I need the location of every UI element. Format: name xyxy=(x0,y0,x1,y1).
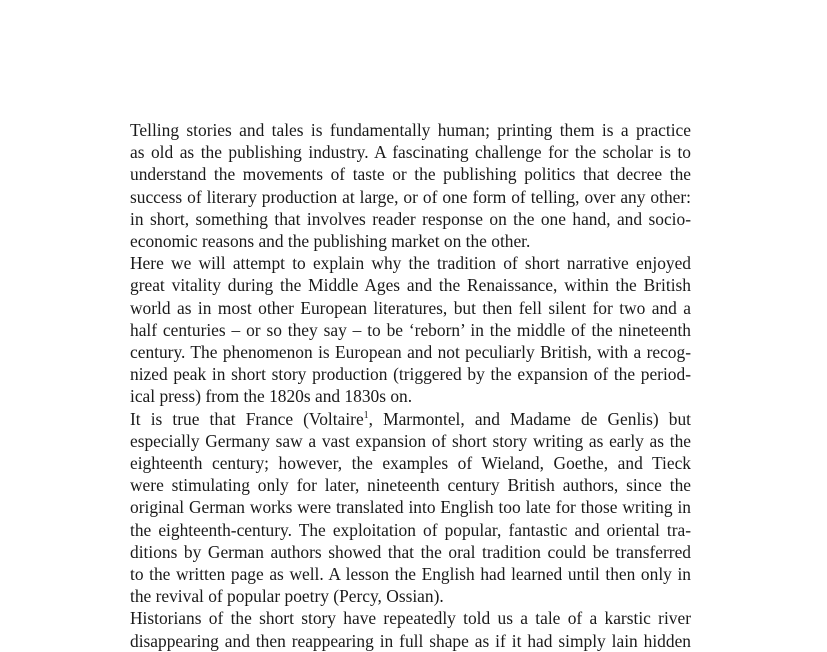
text-line: success of literary production at large, or of one form of telling, over any other: xyxy=(130,186,691,207)
text-line: half centuries – or so they say – to be ‘reborn’ in the middle of the nineteenth xyxy=(130,319,691,340)
body-text xyxy=(108,119,691,652)
text-line: as old as the publishing industry. A fascinating challenge for the scholar is to xyxy=(130,142,691,163)
text-line: Historians of the short story have repeatedly told us a tale of a karstic river xyxy=(130,608,691,629)
text-line: economic reasons and the publishing market on the other. xyxy=(130,231,531,252)
text-line: understand the movements of taste or the publishing politics that decree the xyxy=(130,164,691,185)
text-line: world as in most other European literatures, but then fell silent for two and a xyxy=(130,297,691,318)
paragraph-3 xyxy=(108,408,691,608)
text-line: great vitality during the Middle Ages and the Renaissance, within the British xyxy=(130,275,691,296)
text-line: especially Germany saw a vast expansion of short story writing as early as the xyxy=(130,430,691,451)
paragraph-1 xyxy=(108,119,691,252)
text-line: disappearing and then reappearing in full shape as if it had simply lain hidden xyxy=(130,630,691,651)
text-line: original German works were translated into English too late for those writing in xyxy=(130,497,691,518)
paragraph-4 xyxy=(108,607,691,651)
text-line: nized peak in short story production (triggered by the expansion of the period- xyxy=(130,364,691,385)
text-line: the revival of popular poetry (Percy, Ossian). xyxy=(130,586,444,607)
text-line: eighteenth century; however, the examples of Wieland, Goethe, and Tieck xyxy=(130,453,691,474)
text-line: ical press) from the 1820s and 1830s on. xyxy=(130,386,413,407)
text-segment: , Marmontel, and Madame de Genlis) but xyxy=(368,408,692,429)
paragraph-2 xyxy=(108,252,691,407)
text-line: Telling stories and tales is fundamentally human; printing them is a practice xyxy=(130,120,691,140)
text-line: ditions by German authors showed that the oral tradition could be transferred xyxy=(130,541,691,562)
footnote-marker[interactable]: 1 xyxy=(363,409,369,421)
text-line: the eighteenth-century. The exploitation of popular, fantastic and oriental tra- xyxy=(130,519,691,540)
text-line: to the written page as well. A lesson the English had learned until then only in xyxy=(130,564,691,585)
text-line: century. The phenomenon is European and not peculiarly British, with a recog- xyxy=(130,342,691,363)
text-line xyxy=(108,408,691,430)
text-segment: It is true that France (Voltaire xyxy=(130,408,364,429)
text-line: were stimulating only for later, nineteenth century British authors, since the xyxy=(130,475,691,496)
text-line: Here we will attempt to explain why the tradition of short narrative enjoyed xyxy=(130,253,691,274)
text-line: in short, something that involves reader response on the one hand, and socio- xyxy=(130,208,691,229)
